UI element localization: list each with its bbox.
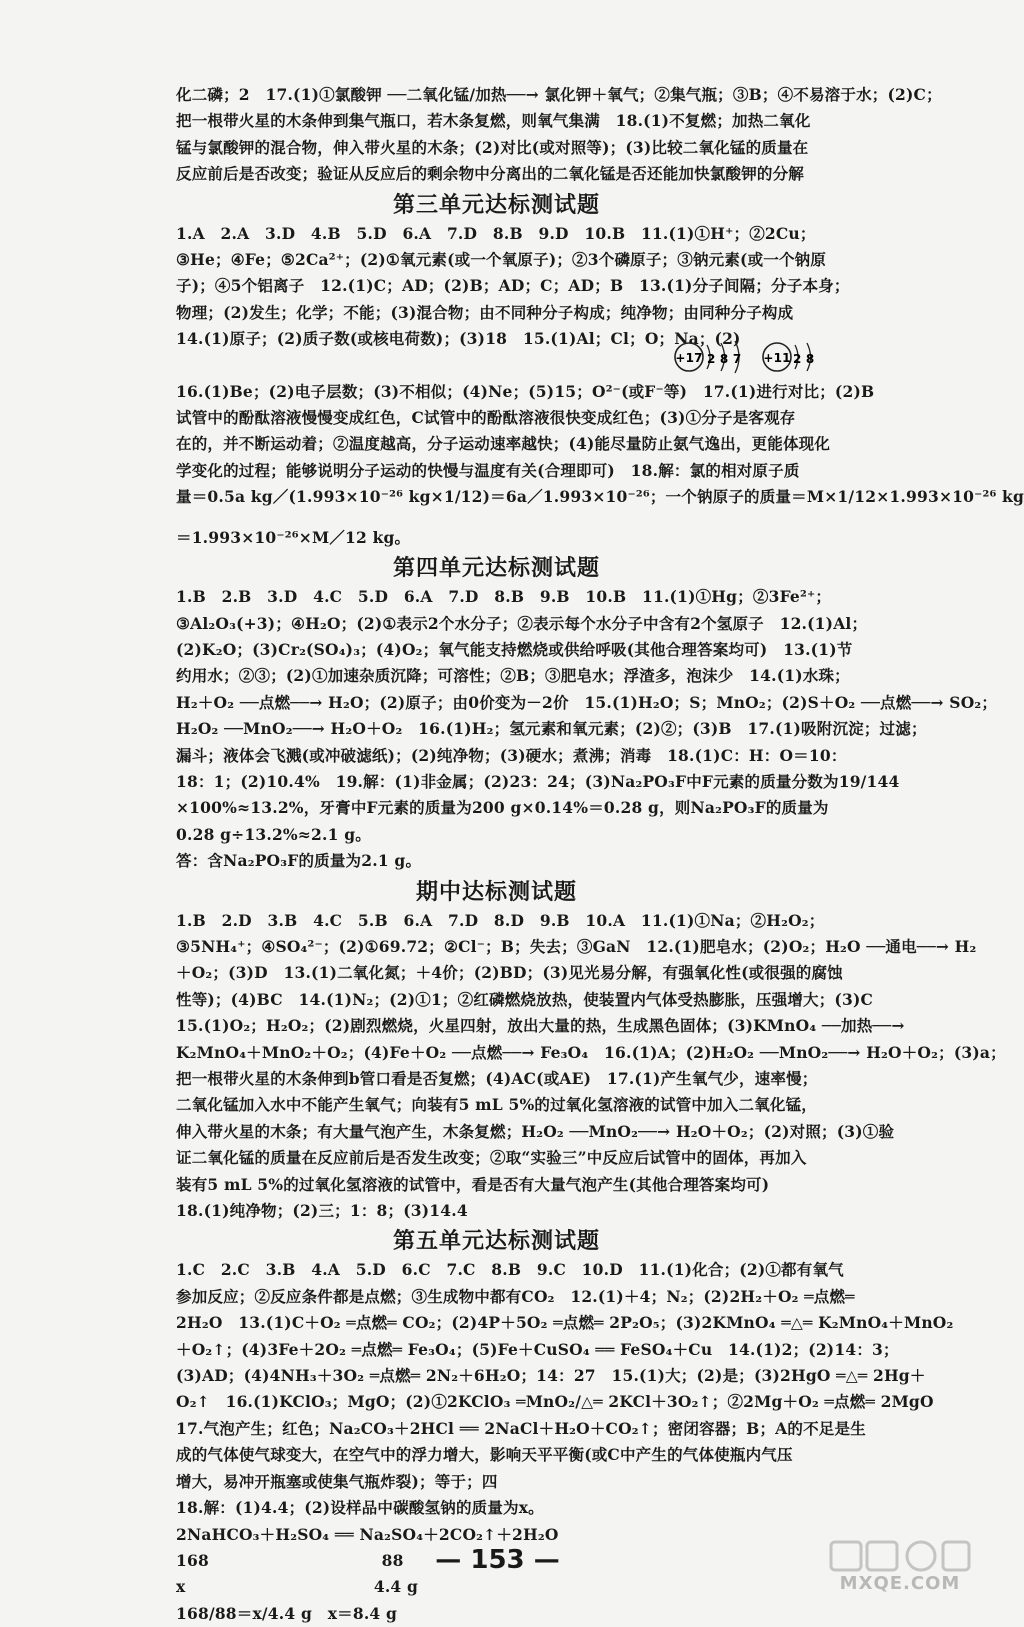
section-heading: 第四单元达标测试题 xyxy=(392,555,600,582)
answer-line: 成的气体使气球变大，在空气中的浮力增大，影响天平平衡(或C中产生的气体使瓶内气压 xyxy=(176,1445,793,1465)
answer-line: ＋O₂↑；(4)3Fe＋2O₂ ═点燃═ Fe₃O₄；(5)Fe＋CuSO₄ ══ FeSO₄＋Cu 14.(1)2；(2)14：3； xyxy=(176,1339,899,1359)
answer-line: 二氧化锰加入水中不能产生氧气；向装有5 mL 5%的过氧化氢溶液的试管中加入二氧化锰， xyxy=(176,1095,817,1115)
answer-line: K₂MnO₄＋MnO₂＋O₂；(4)Fe＋O₂ ──点燃──→ Fe₃O₄ 16.(1)A；(2)H₂O₂ ──MnO₂──→ H₂O＋O₂；(3)a； xyxy=(176,1042,1006,1062)
answer-line: 增大，易冲开瓶塞或使集气瓶炸裂)；等于；四 xyxy=(176,1471,498,1491)
svg-text:+17: +17 xyxy=(675,350,703,365)
answer-line: 17.气泡产生；红色；Na₂CO₃＋2HCl ══ 2NaCl＋H₂O＋CO₂↑；密闭容器；B；A的不足是生 xyxy=(176,1418,866,1438)
answer-line: 证二氧化锰的质量在反应前后是否发生改变；②取“实验三”中反应后试管中的固体，再加入 xyxy=(176,1148,807,1168)
answer-line: 1.B 2.D 3.B 4.C 5.B 6.A 7.D 8.D 9.B 10.A 11.(1)①Na；②H₂O₂； xyxy=(176,910,825,930)
answer-line: 量＝0.5a kg／(1.993×10⁻²⁶ kg×1/12)＝6a／1.993×10⁻²⁶；一个钠原子的质量＝M×1/12×1.993×10⁻²⁶ kg xyxy=(176,487,1024,507)
answer-line: 物理；(2)发生；化学；不能；(3)混合物；由不同种分子构成；纯净物；由同种分子构成 xyxy=(176,302,794,322)
answer-line: 把一根带火星的木条伸到集气瓶口，若木条复燃，则氧气集满 18.(1)不复燃；加热二氧化 xyxy=(176,111,811,131)
answer-line: ×100%≈13.2%，牙膏中F元素的质量为200 g×0.14%＝0.28 g，则Na₂PO₃F的质量为 xyxy=(176,798,829,818)
answer-line: 约用水；②③；(2)①加速杂质沉降；可溶性；②B；③肥皂水；浮渣多，泡沫少 14.(1)水珠； xyxy=(176,666,850,686)
answer-line: 1.C 2.C 3.B 4.A 5.D 6.C 7.C 8.B 9.C 10.D 11.(1)化合；(2)①都有氧气 xyxy=(176,1260,844,1280)
answer-line: 伸入带火星的木条；有大量气泡产生，木条复燃；H₂O₂ ──MnO₂──→ H₂O＋O₂；(2)对照；(3)①验 xyxy=(176,1121,895,1141)
answer-line: H₂O₂ ──MnO₂──→ H₂O＋O₂ 16.(1)H₂；氢元素和氧元素；(2)②；(3)B 17.(1)吸附沉淀；过滤； xyxy=(176,719,927,739)
answer-line: 18：1；(2)10.4% 19.解：(1)非金属；(2)23：24；(3)Na₂PO₃F中F元素的质量分数为19/144 xyxy=(176,771,900,791)
answer-line: ③Al₂O₃(+3)；④H₂O；(2)①表示2个水分子；②表示每个水分子中含有2个氢原子 12.(1)Al； xyxy=(176,613,868,633)
answer-line: 2NaHCO₃＋H₂SO₄ ══ Na₂SO₄＋2CO₂↑＋2H₂O xyxy=(176,1524,559,1544)
answer-line: 18.解：(1)4.4；(2)设样品中碳酸氢钠的质量为x。 xyxy=(176,1498,544,1518)
answer-line: 反应前后是否改变；验证从反应后的剩余物中分离出的二氧化锰是否还能加快氯酸钾的分解 xyxy=(176,164,805,184)
svg-text:2 8: 2 8 xyxy=(793,351,815,366)
watermark-text: MXQE.COM xyxy=(839,1573,961,1594)
answer-line: 18.(1)纯净物；(2)三；1：8；(3)14.4 xyxy=(176,1201,468,1221)
answer-line: 168 88 xyxy=(176,1550,404,1570)
answer-line: 答：含Na₂PO₃F的质量为2.1 g。 xyxy=(176,851,422,871)
answer-line: (2)K₂O；(3)Cr₂(SO₄)₃；(4)O₂；氧气能支持燃烧或供给呼吸(其他合理答案均可) 13.(1)节 xyxy=(176,639,853,659)
answer-line: x 4.4 g xyxy=(176,1577,419,1597)
answer-line: 14.(1)原子；(2)质子数(或核电荷数)；(3)18 15.(1)Al；Cl；O；Na；(2) xyxy=(176,329,741,349)
answer-line: 1.B 2.B 3.D 4.C 5.D 6.A 7.D 8.B 9.B 10.B 11.(1)①Hg；②3Fe²⁺； xyxy=(176,587,832,607)
watermark-logo xyxy=(825,1538,975,1594)
answer-line: 1.A 2.A 3.D 4.B 5.D 6.A 7.D 8.B 9.D 10.B 11.(1)①H⁺；②2Cu； xyxy=(176,223,816,243)
answer-line: ③He；④Fe；⑤2Ca²⁺；(2)①氧元素(或一个氧原子)；②3个磷原子；③钠元素(或一个钠原 xyxy=(176,250,827,270)
answer-line: ③5NH₄⁺；④SO₄²⁻；(2)①69.72；②Cl⁻；B；失去；③GaN 12.(1)肥皂水；(2)O₂；H₂O ──通电──→ H₂ xyxy=(176,936,977,956)
answer-line: 试管中的酚酞溶液慢慢变成红色，C试管中的酚酞溶液很快变成红色；(3)①分子是客观存 xyxy=(176,408,796,428)
svg-text:+11: +11 xyxy=(763,350,791,365)
answer-line: 装有5 mL 5%的过氧化氢溶液的试管中，看是否有大量气泡产生(其他合理答案均可) xyxy=(176,1174,770,1194)
watermark-icon xyxy=(825,1538,975,1574)
answer-line: ＝1.993×10⁻²⁶×M／12 kg。 xyxy=(176,527,411,547)
answer-line: 漏斗；液体会飞溅(或冲破滤纸)；(2)纯净物；(3)硬水；煮沸；消毒 18.(1)C：H：O＝10： xyxy=(176,745,847,765)
answer-line: 化二磷；2 17.(1)①氯酸钾 ──二氧化锰/加热──→ 氯化钾＋氧气；②集气瓶；③B；④不易溶于水；(2)C； xyxy=(176,85,942,104)
answer-line: 把一根带火星的木条伸到b管口看是否复燃；(4)AC(或AE) 17.(1)产生氧气少，速率慢； xyxy=(176,1069,818,1088)
page-number-value: 153 xyxy=(470,1545,525,1575)
answer-line: 15.(1)O₂；H₂O₂；(2)剧烈燃烧，火星四射，放出大量的热，生成黑色固体；(3)KMnO₄ ──加热──→ xyxy=(176,1016,905,1036)
answer-line: 性等)；(4)BC 14.(1)N₂；(2)①1；②红磷燃烧放热，使装置内气体受热膨胀，压强增大；(3)C xyxy=(176,989,874,1009)
page-number: — 153 — xyxy=(435,1545,560,1575)
answer-line: 在的，并不断运动着；②温度越高，分子运动速率越快；(4)能尽量防止氨气逸出，更能体现化 xyxy=(176,434,831,454)
answer-line: 0.28 g÷13.2%≈2.1 g。 xyxy=(176,824,371,844)
svg-text:2 8 7: 2 8 7 xyxy=(707,351,742,366)
answer-line: 168/88＝x/4.4 g x＝8.4 g xyxy=(176,1603,398,1623)
answer-line: 16.(1)Be；(2)电子层数；(3)不相似；(4)Ne；(5)15；O²⁻(或F⁻等) 17.(1)进行对比；(2)B xyxy=(176,381,875,401)
section-heading: 期中达标测试题 xyxy=(415,878,577,905)
section-heading: 第三单元达标测试题 xyxy=(392,191,600,218)
section-heading: 第五单元达标测试题 xyxy=(392,1228,600,1255)
answer-line: 学变化的过程；能够说明分子运动的快慢与温度有关(合理即可) 18.解：氯的相对原子质 xyxy=(176,460,800,480)
answer-line: H₂＋O₂ ──点燃──→ H₂O；(2)原子；由0价变为－2价 15.(1)H₂O；S；MnO₂；(2)S＋O₂ ──点燃──→ SO₂； xyxy=(176,692,998,712)
answer-line: 锰与氯酸钾的混合物，伸入带火星的木条；(2)对比(或对照等)；(3)比较二氧化锰的质量在 xyxy=(176,137,809,157)
spacer xyxy=(176,511,817,525)
answer-line: 子)；④5个铝离子 12.(1)C；AD；(2)B；AD；C；AD；B 13.(1)分子间隔；分子本身； xyxy=(176,276,850,296)
atom-diagram-row xyxy=(176,350,817,379)
answer-line: 参加反应；②反应条件都是点燃；③生成物中都有CO₂ 12.(1)＋4；N₂；(2)2H₂＋O₂ ═点燃═ xyxy=(176,1286,855,1306)
answer-line: O₂↑ 16.(1)KClO₃；MgO；(2)①2KClO₃ ═MnO₂/△═ 2KCl＋3O₂↑；②2Mg＋O₂ ═点燃═ 2MgO xyxy=(176,1392,934,1412)
answer-line: 2H₂O 13.(1)C＋O₂ ═点燃═ CO₂；(2)4P＋5O₂ ═点燃═ 2P₂O₅；(3)2KMnO₄ ═△═ K₂MnO₄＋MnO₂ xyxy=(176,1313,954,1333)
answer-line: ＋O₂；(3)D 13.(1)二氧化氮；＋4价；(2)BD；(3)见光易分解，有强氧化性(或很强的腐蚀 xyxy=(176,963,843,983)
answer-line: (3)AD；(4)4NH₃＋3O₂ ═点燃═ 2N₂＋6H₂O；14：27 15.(1)大；(2)是；(3)2HgO ═△═ 2Hg＋ xyxy=(176,1366,926,1386)
